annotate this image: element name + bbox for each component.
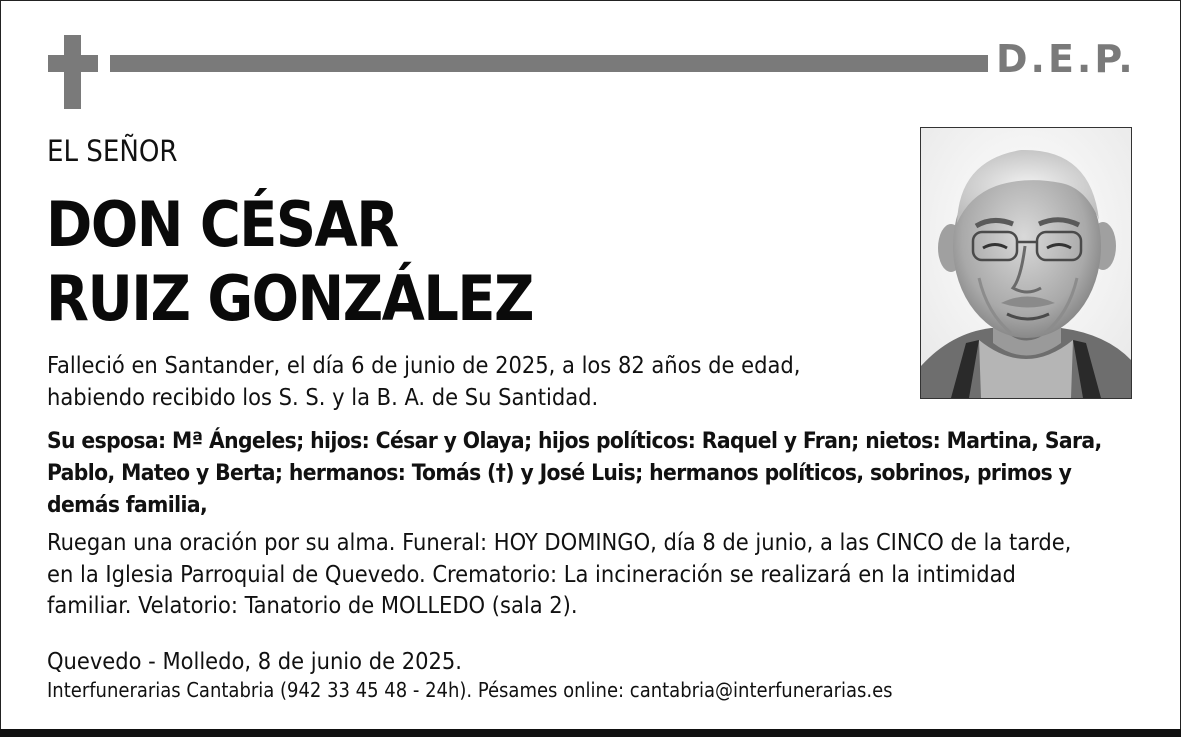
death-details: [47, 350, 800, 413]
funeral-details-line-2: en la Iglesia Parroquial de Quevedo. Crematorio: La incineración se realizará en la intimidad: [47, 559, 1016, 588]
deceased-name-line-1: DON CÉSAR: [46, 188, 398, 261]
bottom-border: [0, 729, 1181, 737]
portrait-photo: [920, 127, 1132, 399]
family-list-line-3: demás familia,: [47, 492, 208, 518]
family-list: [47, 425, 1157, 521]
funeral-details: [47, 527, 1071, 622]
family-list-line-2: Pablo, Mateo y Berta; hermanos: Tomás (†) y José Luis; hermanos políticos, sobrinos, primos y: [47, 460, 1072, 486]
funeral-details-line-1: Ruegan una oración por su alma. Funeral: HOY DOMINGO, día 8 de junio, a las CINCO de la tarde,: [47, 528, 1072, 556]
header-rule: [110, 55, 988, 72]
funeral-details-line-3: familiar. Velatorio: Tanatorio de MOLLEDO (sala 2).: [47, 591, 578, 619]
death-details-line-2: habiendo recibido los S. S. y la B. A. de Su Santidad.: [47, 382, 599, 411]
death-details-line-1: Falleció en Santander, el día 6 de junio de 2025, a los 82 años de edad,: [47, 351, 801, 379]
family-list-line-1: Su esposa: Mª Ángeles; hijos: César y Olaya; hijos políticos: Raquel y Fran; nietos: Martina, Sara,: [47, 428, 1102, 454]
dep-label: D.E.P.: [996, 37, 1136, 81]
honorific: EL SEÑOR: [47, 134, 178, 168]
cross-icon: [48, 35, 98, 109]
deceased-name-line-2: RUIZ GONZÁLEZ: [46, 262, 533, 335]
place-date: Quevedo - Molledo, 8 de junio de 2025.: [47, 647, 462, 675]
funeral-home-contact: Interfunerarias Cantabria (942 33 45 48 - 24h). Pésames online: cantabria@interfunerarias.es: [47, 678, 893, 702]
